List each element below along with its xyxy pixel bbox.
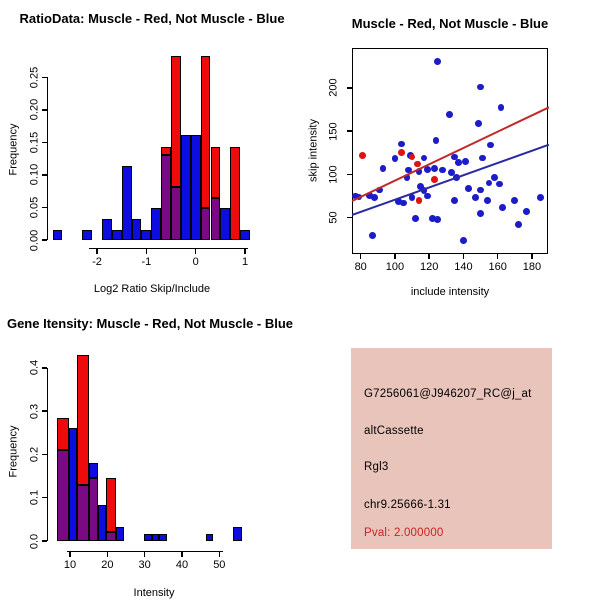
hist-bar-blue [220, 208, 230, 240]
scatter-point-blue [460, 237, 467, 244]
hist-bar-red [230, 147, 240, 240]
y-axis [47, 368, 49, 541]
scatter-point-blue [431, 165, 438, 172]
scatter-title: Muscle - Red, Not Muscle - Blue [351, 16, 549, 31]
gene-info-box [351, 348, 552, 549]
hist-bar-red [201, 56, 211, 208]
hist-bar-red [211, 147, 221, 198]
x-axis [89, 248, 248, 250]
y-tick [347, 174, 352, 176]
x-tick [463, 254, 465, 259]
hist-bar-blue [69, 428, 77, 541]
y-tick-label: 0.20 [28, 99, 41, 121]
gene-hist-ylabel: Frequency [7, 425, 20, 478]
x-tick-label: 120 [419, 261, 439, 273]
scatter-point-blue [424, 166, 431, 173]
hist-bar-overlap [57, 450, 69, 541]
hist-bar-overlap [211, 198, 221, 240]
y-tick [42, 77, 47, 79]
y-tick [347, 217, 352, 219]
hist-bar-blue [181, 135, 191, 240]
hist-bar-overlap [201, 208, 211, 240]
scatter-point-blue [499, 204, 506, 211]
hist-bar-blue [53, 230, 63, 240]
hist-bar-red [171, 56, 181, 188]
hist-bar-overlap [161, 155, 171, 240]
x-tick [244, 249, 246, 254]
hist-bar-red [77, 355, 89, 485]
hist-bar-blue [206, 534, 213, 541]
hist-bar-overlap [106, 532, 116, 541]
scatter-point-blue [472, 194, 479, 201]
x-tick [144, 552, 146, 557]
y-tick [347, 130, 352, 132]
gene-hist-title: Gene Itensity: Muscle - Red, Not Muscle - Blue [6, 316, 294, 331]
y-tick-label: 0.4 [28, 360, 41, 376]
x-tick [497, 254, 499, 259]
y-tick-label: 0.1 [28, 490, 41, 506]
x-tick-label: -1 [141, 256, 152, 268]
scatter-point-blue [515, 221, 522, 228]
scatter-point-blue [380, 165, 387, 172]
x-tick [69, 552, 71, 557]
x-tick-label: 10 [63, 559, 77, 571]
x-tick [394, 254, 396, 259]
x-tick [219, 552, 221, 557]
info-probe-id: G7256061@J946207_RC@j_at [364, 388, 532, 400]
y-tick [42, 174, 47, 176]
hist-bar-blue [152, 534, 159, 541]
x-tick [531, 254, 533, 259]
info-pval: Pval: 2.000000 [364, 527, 444, 539]
scatter-point-blue [465, 185, 472, 192]
scatter-point-blue [496, 181, 503, 188]
hist-bar-blue [240, 230, 250, 240]
hist-bar-red [161, 147, 171, 155]
hist-bar-blue [151, 208, 161, 240]
scatter-point-blue [511, 197, 518, 204]
ratio-hist-ylabel: Frequency [7, 123, 20, 176]
y-tick [42, 367, 47, 369]
hist-bar-blue [116, 527, 123, 541]
hist-bar-blue [122, 166, 132, 240]
x-tick-label: 100 [385, 261, 405, 273]
x-tick-label: 40 [175, 559, 189, 571]
x-tick-label: 50 [213, 559, 226, 571]
hist-bar-blue [159, 534, 166, 541]
x-tick-label: 140 [454, 261, 473, 273]
hist-bar-overlap [89, 478, 97, 541]
scatter-point-blue [451, 197, 458, 204]
x-tick-label: 180 [522, 261, 542, 273]
scatter-point-blue [479, 155, 486, 162]
hist-bar-blue [141, 230, 151, 240]
y-tick-label: 50 [327, 211, 340, 224]
y-tick [42, 207, 47, 209]
scatter-point-blue [475, 120, 482, 127]
scatter-point-red [431, 176, 438, 183]
hist-bar-overlap [77, 485, 89, 541]
hist-bar-blue [112, 230, 122, 240]
x-tick [428, 254, 430, 259]
scatter-point-blue [400, 200, 407, 207]
scatter-point-blue [491, 174, 498, 181]
y-tick [42, 410, 47, 412]
x-tick [107, 552, 109, 557]
hist-bar-blue [89, 463, 97, 478]
scatter-xlabel: include intensity [410, 286, 490, 298]
x-tick [146, 249, 148, 254]
scatter-point-blue [455, 159, 462, 166]
y-tick-label: 0.3 [28, 403, 41, 419]
scatter-point-blue [477, 210, 484, 217]
y-tick-label: 100 [327, 165, 340, 184]
y-tick-label: 0.25 [28, 66, 41, 88]
x-tick-label: 0 [192, 256, 199, 268]
x-tick-label: -2 [92, 256, 102, 268]
y-tick [42, 540, 47, 542]
y-tick-label: 0.05 [28, 196, 41, 219]
scatter-point-blue [434, 216, 441, 223]
y-tick [347, 87, 352, 89]
y-tick [42, 497, 47, 499]
y-tick [42, 142, 47, 144]
y-tick-label: 0.0 [28, 533, 41, 549]
ratio-hist-xlabel: Log2 Ratio Skip/Include [93, 283, 211, 295]
y-tick-label: 0.10 [28, 164, 41, 186]
y-axis [47, 77, 49, 240]
hist-bar-blue [82, 230, 92, 240]
scatter-point-blue [462, 158, 469, 165]
y-tick [42, 239, 47, 241]
y-tick-label: 0.00 [28, 229, 41, 251]
info-event-type: altCassette [364, 425, 424, 437]
x-tick [96, 249, 98, 254]
info-gene-name: Rgl3 [364, 461, 389, 473]
info-location: chr9.25666-1.31 [364, 499, 451, 511]
scatter-point-red [359, 152, 366, 159]
x-tick [181, 552, 183, 557]
y-tick-label: 0.15 [28, 131, 41, 154]
hist-bar-blue [191, 135, 201, 240]
scatter-point-red [416, 197, 423, 204]
x-tick-label: 160 [488, 261, 507, 273]
y-tick [42, 454, 47, 456]
y-tick-label: 150 [327, 121, 340, 141]
ratio-hist-title: RatioData: Muscle - Red, Not Muscle - Blue [19, 11, 285, 26]
scatter-point-blue [537, 194, 544, 201]
hist-bar-red [57, 418, 69, 450]
scatter-point-blue [412, 215, 419, 222]
x-tick-label: 1 [241, 256, 249, 268]
hist-bar-blue [233, 527, 243, 541]
x-tick-label: 80 [354, 261, 367, 273]
scatter-point-blue [477, 84, 484, 91]
hist-bar-overlap [171, 187, 181, 240]
hist-bar-blue [132, 219, 142, 240]
scatter-point-blue [484, 197, 491, 204]
hist-bar-red [106, 478, 116, 532]
scatter-ylabel: skip intensity [307, 119, 320, 182]
gene-hist-xlabel: Intensity [133, 587, 175, 599]
y-tick-label: 200 [327, 78, 340, 97]
hist-bar-blue [98, 505, 106, 541]
x-tick-label: 30 [138, 559, 151, 571]
x-tick [360, 254, 362, 259]
x-tick [195, 249, 197, 254]
y-tick-label: 0.2 [28, 446, 41, 463]
hist-bar-blue [102, 219, 112, 240]
hist-bar-blue [144, 534, 151, 541]
x-tick-label: 20 [101, 559, 114, 571]
y-tick [42, 109, 47, 111]
scatter-point-blue [371, 194, 378, 201]
